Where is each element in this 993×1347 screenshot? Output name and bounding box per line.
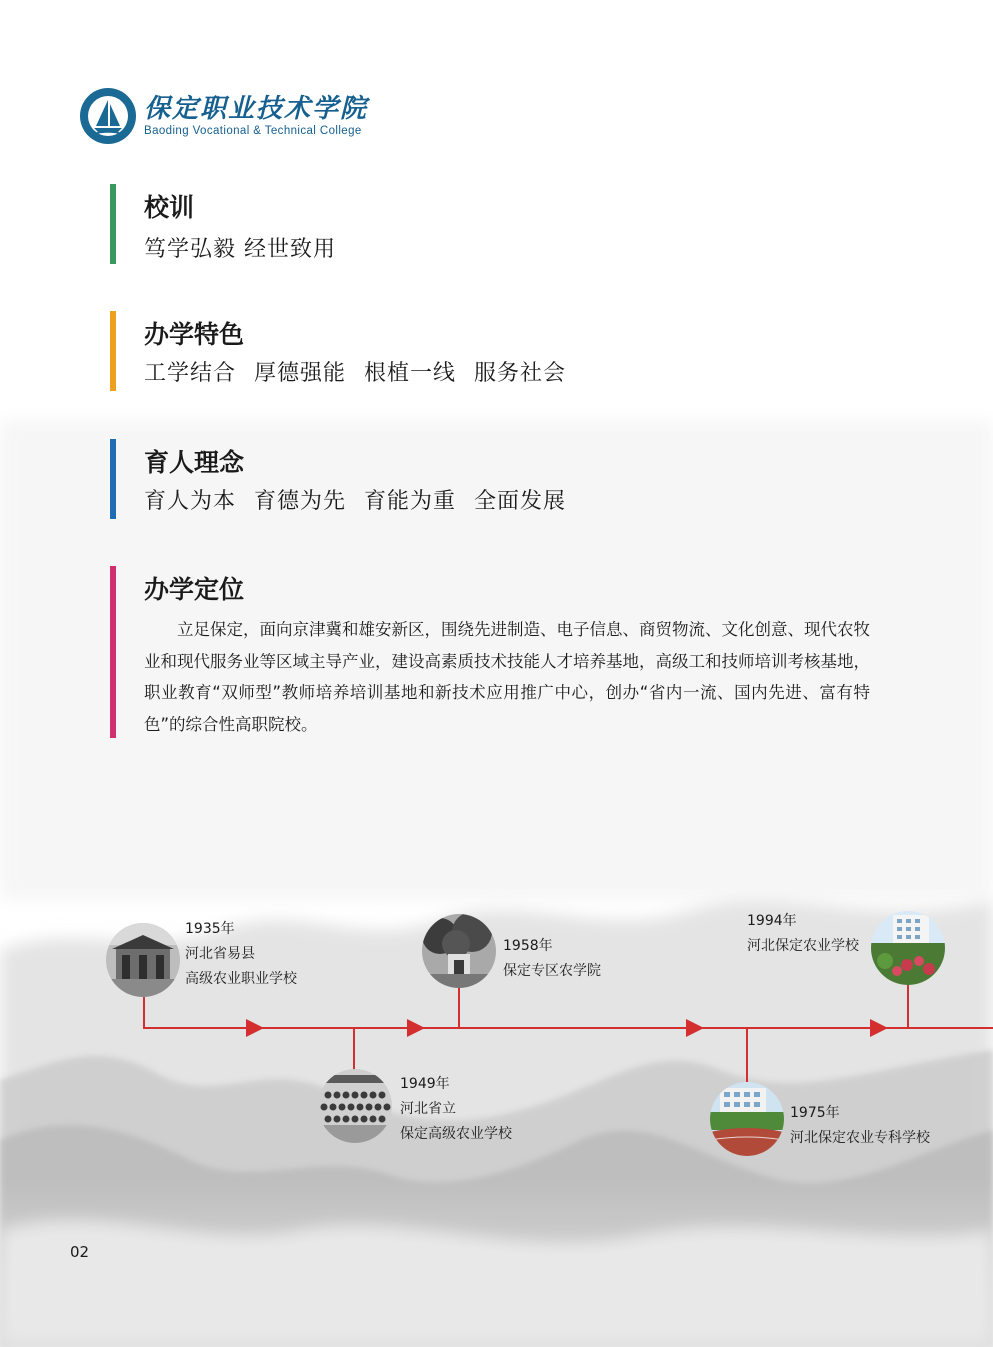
event-name: 河北省易县 [185,946,255,962]
section-body: 笃学弘毅 经世致用 [144,237,336,262]
event-year: 1958年 [503,938,553,954]
event-name: 保定高级农业学校 [400,1126,512,1142]
timeline-event-1994 [747,909,859,959]
section-accent-bar [110,439,116,519]
timeline-event-1949 [400,1072,512,1147]
section-paragraph: 立足保定，面向京津冀和雄安新区，围绕先进制造、电子信息、商贸物流、文化创意、现代农牧业和现代服务业等区域主导产业，建设高素质技术技能人才培养基地，高级工和技师培训考核基地，职业教育“双师型”教师培养培训基地和新技术应用推广中心，创办“省内一流、国内先进、富有特色”的综合性高职院校。 [144,620,870,734]
feature-item: 服务社会 [474,361,567,386]
feature-item: 工学结合 [144,361,237,386]
section-motto [110,184,810,264]
photo-1935-school-gate [106,923,180,997]
photo-1975-track-building [710,1082,784,1156]
timeline-arrow-icon [246,1019,264,1037]
timeline-arrow-icon [686,1019,704,1037]
timeline-arrow-icon [407,1019,425,1037]
photo-1994-garden-building [871,911,945,985]
timeline-arrow-icon [870,1019,888,1037]
event-year: 1975年 [790,1105,840,1121]
feature-item: 厚德强能 [254,361,347,386]
section-positioning [110,566,910,738]
college-logo [78,85,368,147]
logo-chinese-name: 保定职业技术学院 [144,94,369,124]
timeline-connector [746,1028,748,1086]
event-year: 1935年 [185,921,235,937]
college-emblem-icon [78,86,138,146]
section-body [144,484,584,515]
event-name: 河北省立 [400,1101,456,1117]
section-accent-bar [110,311,116,391]
section-accent-bar [110,566,116,738]
event-name: 保定专区农学院 [503,963,601,979]
timeline-event-1975 [790,1101,930,1151]
timeline-event-1958 [503,934,601,984]
timeline-connector [353,1028,355,1072]
timeline-event-1935 [185,917,297,992]
philosophy-item: 全面发展 [474,489,567,514]
event-year: 1949年 [400,1076,450,1092]
section-philosophy [110,439,810,519]
feature-item: 根植一线 [364,361,457,386]
section-title: 办学定位 [144,575,245,604]
logo-english-name: Baoding Vocational & Technical College [144,125,362,137]
section-title: 校训 [144,193,195,222]
photo-1949-group [318,1069,392,1143]
philosophy-item: 育能为重 [364,489,457,514]
philosophy-item: 育德为先 [254,489,347,514]
event-name: 河北保定农业专科学校 [790,1130,930,1146]
page-number: 02 [70,1243,90,1261]
event-year: 1994年 [747,913,797,929]
section-accent-bar [110,184,116,264]
section-body [144,356,584,387]
photo-1958-campus-trees [422,914,496,988]
event-name: 河北保定农业学校 [747,938,859,954]
timeline-connector [458,985,460,1029]
section-features [110,311,810,391]
timeline-main-line [143,1027,993,1029]
section-title: 办学特色 [144,320,245,349]
section-title: 育人理念 [144,448,245,477]
event-name: 高级农业职业学校 [185,971,297,987]
philosophy-item: 育人为本 [144,489,237,514]
